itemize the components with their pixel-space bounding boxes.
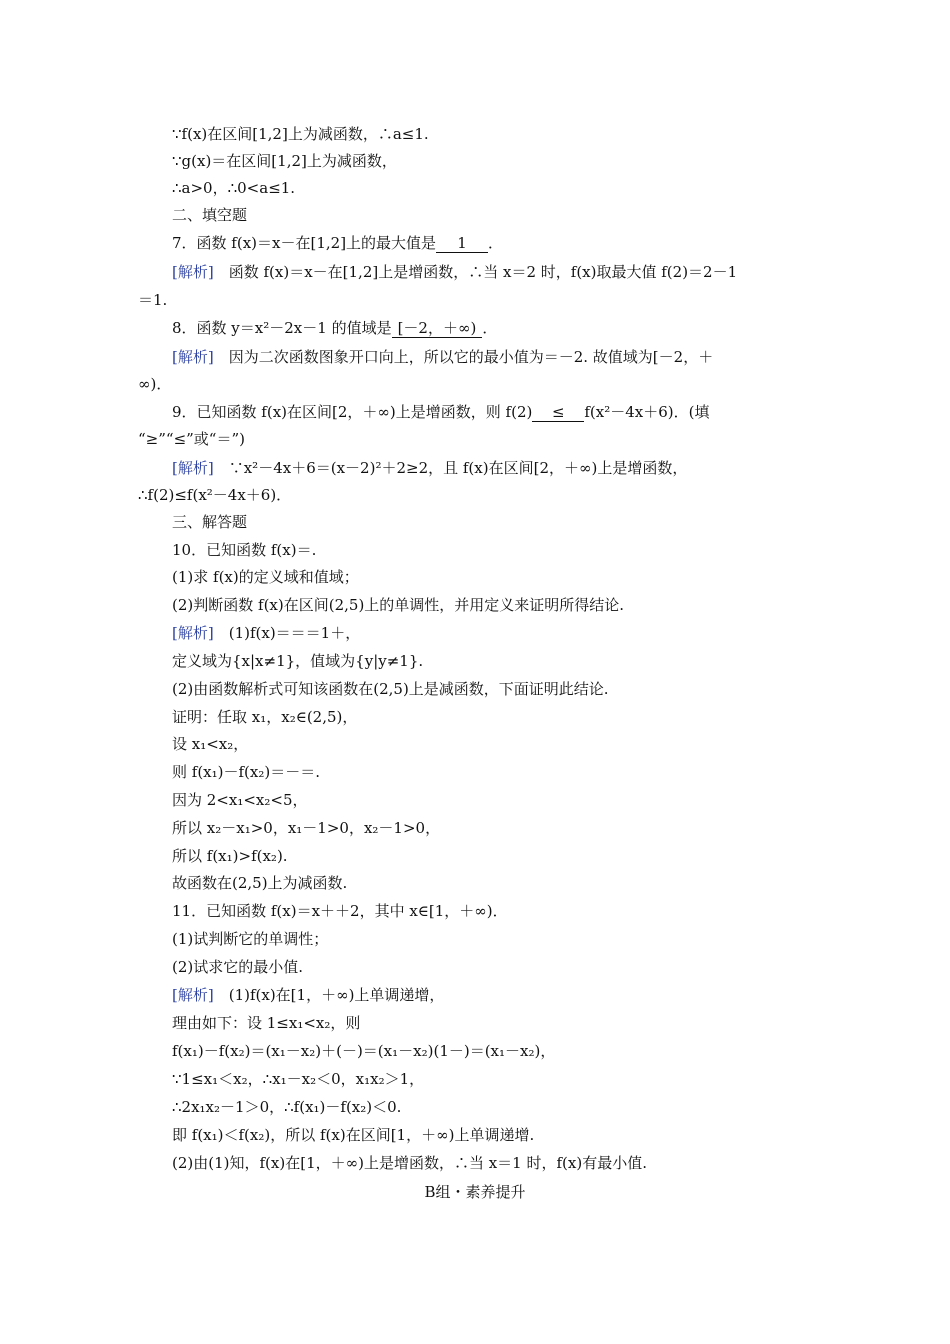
question-9: 9．已知函数 f(x)在区间[2，＋∞)上是增函数，则 f(2) ≤ f(x²－4x＋6)．(填 (172, 403, 710, 421)
text-line: 即 f(x₁)＜f(x₂)，所以 f(x)在区间[1，＋∞)上单调递增. (172, 1126, 535, 1144)
question-7: 7．函数 f(x)＝x－在[1,2]上的最大值是 1 ． (172, 234, 504, 252)
text-line: (2)由(1)知，f(x)在[1，＋∞)上是增函数，∴当 x＝1 时，f(x)有最小值. (172, 1154, 647, 1172)
text-line: 理由如下：设 1≤x₁<x₂，则 (172, 1014, 361, 1032)
analysis-line: [解析] (1)f(x)在[1，＋∞)上单调递增， (172, 986, 445, 1004)
text-line: ∴f(2)≤f(x²－4x＋6)． (138, 486, 292, 504)
text-line: ∵f(x)在区间[1,2]上为减函数，∴a≤1. (172, 125, 429, 143)
text-line: (2)判断函数 f(x)在区间(2,5)上的单调性，并用定义来证明所得结论. (172, 596, 625, 614)
text-line: (1)试判断它的单调性； (172, 930, 329, 948)
text-line: 设 x₁<x₂， (172, 735, 249, 753)
analysis-tag: [解析] (172, 624, 214, 642)
section-heading: 二、填空题 (172, 206, 248, 224)
analysis-tag: [解析] (172, 348, 214, 366)
text-line: 证明：任取 x₁，x₂∈(2,5)， (172, 708, 358, 726)
analysis-line: [解析] ∵x²－4x＋6＝(x－2)²＋2≥2，且 f(x)在区间[2，＋∞)上是增函数， (172, 459, 688, 477)
question-11: 11．已知函数 f(x)＝x＋＋2，其中 x∈[1，＋∞)． (172, 902, 508, 920)
text-line: ∵1≤x₁＜x₂，∴x₁－x₂＜0，x₁x₂＞1， (172, 1070, 425, 1088)
text-line: 则 f(x₁)－f(x₂)＝－＝. (172, 763, 320, 781)
text-line: 所以 f(x₁)>f(x₂). (172, 847, 288, 865)
text-line: 因为 2<x₁<x₂<5， (172, 791, 308, 809)
text-line: 定义域为{x|x≠1}，值域为{y|y≠1}. (172, 652, 424, 670)
text-line: 所以 x₂－x₁>0，x₁－1>0，x₂－1>0， (172, 819, 441, 837)
answer-blank: 1 (436, 234, 488, 253)
analysis-tag: [解析] (172, 986, 214, 1004)
text-line: ∞)． (138, 375, 172, 393)
answer-blank: [－2，＋∞) (392, 319, 483, 338)
text-line: ∴2x₁x₂－1＞0，∴f(x₁)－f(x₂)＜0. (172, 1098, 402, 1116)
text-line: ∵g(x)＝在区间[1,2]上为减函数， (172, 152, 397, 170)
analysis-line: [解析] 函数 f(x)＝x－在[1,2]上是增函数，∴当 x＝2 时，f(x)取最大值 f(2)＝2－1 (172, 263, 738, 281)
section-footer: B组・素养提升 (424, 1183, 526, 1201)
text-line: 故函数在(2,5)上为减函数. (172, 874, 348, 892)
analysis-line: [解析] 因为二次函数图象开口向上，所以它的最小值为＝－2. 故值域为[－2，＋ (172, 348, 714, 366)
text-line: (2)试求它的最小值. (172, 958, 304, 976)
text-line: ＝1. (138, 291, 168, 309)
analysis-line: [解析] (1)f(x)＝＝＝1＋， (172, 624, 361, 642)
text-line: ∴a>0，∴0<a≤1. (172, 179, 296, 197)
section-heading: 三、解答题 (172, 513, 248, 531)
question-8: 8．函数 y＝x²－2x－1 的值域是 [－2，＋∞) ． (172, 319, 498, 337)
text-line: “≥”“≤”或“＝”) (138, 430, 245, 448)
text-line: (2)由函数解析式可知该函数在(2,5)上是减函数，下面证明此结论. (172, 680, 609, 698)
text-line: (1)求 f(x)的定义域和值域； (172, 568, 359, 586)
analysis-tag: [解析] (172, 459, 214, 477)
answer-blank: ≤ (532, 403, 584, 422)
question-10: 10．已知函数 f(x)＝. (172, 541, 317, 559)
text-line: f(x₁)－f(x₂)＝(x₁－x₂)＋(－)＝(x₁－x₂)(1－)＝(x₁－x₂)， (172, 1042, 556, 1060)
analysis-tag: [解析] (172, 263, 214, 281)
